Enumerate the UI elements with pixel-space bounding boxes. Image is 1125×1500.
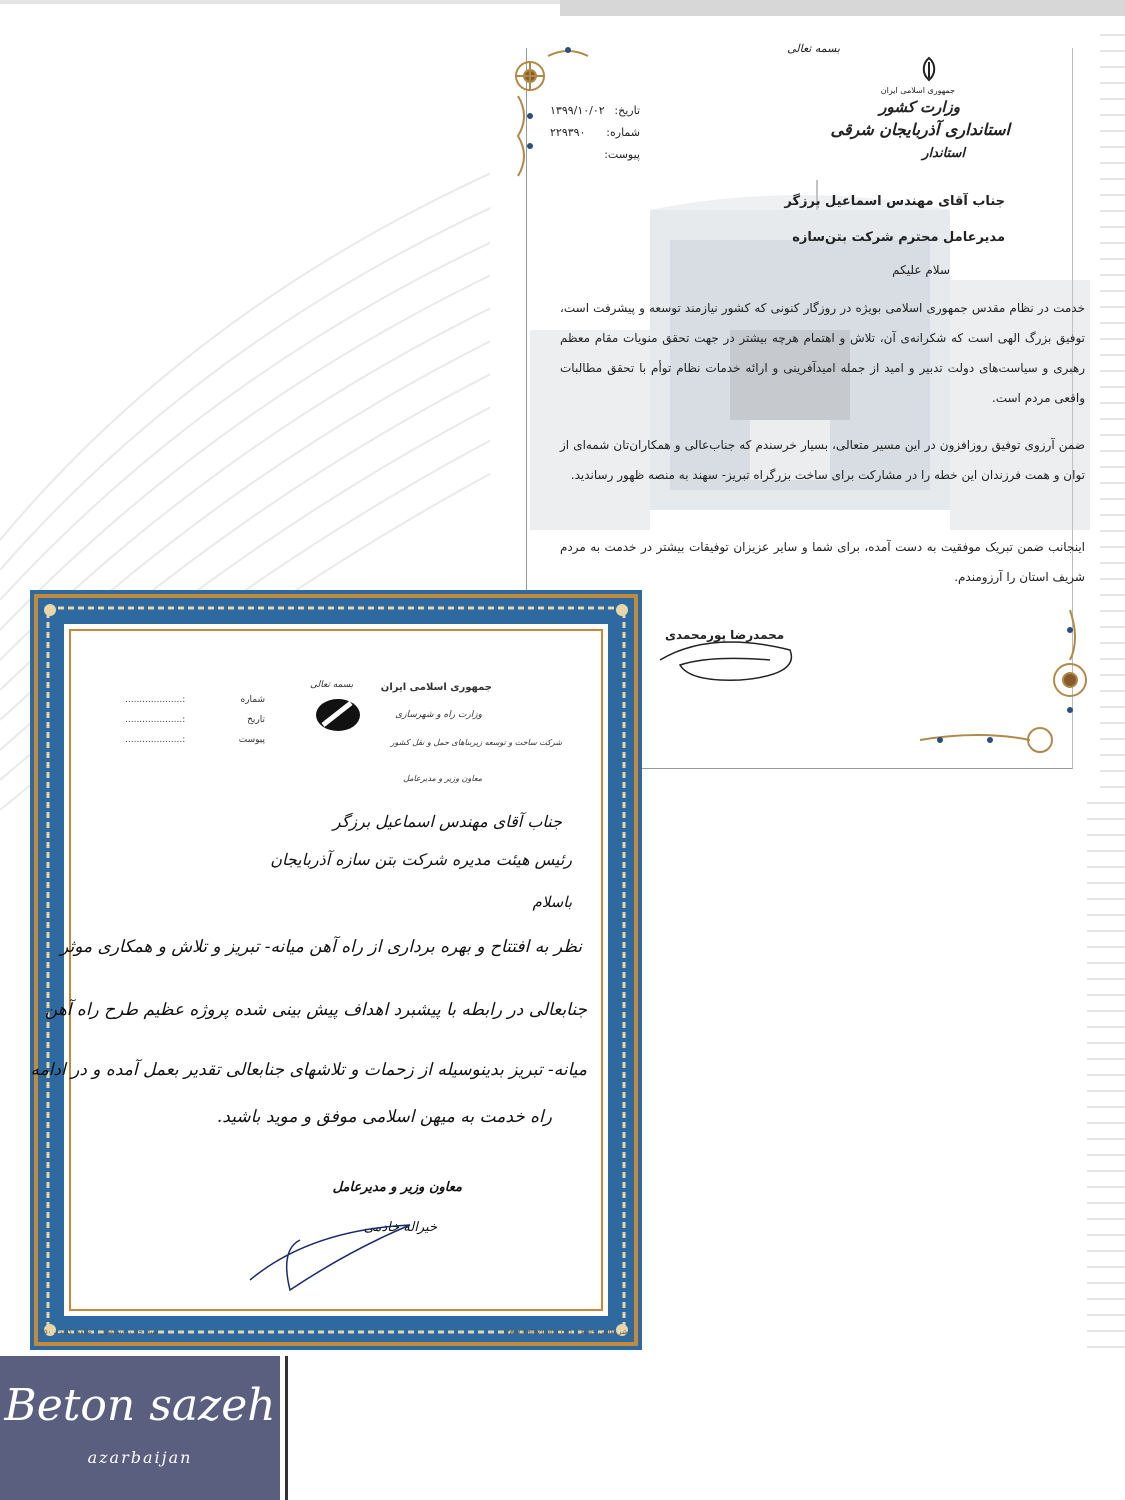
meta-date-row	[125, 710, 265, 730]
printer-footer-left: نسل چاپ، مستطیل ۰ طلقی کشت، ۳۵۰	[40, 1328, 159, 1336]
paragraph-1: خدمت در نظام مقدس جمهوری اسلامی بویژه در روزگار کنونی که کشور نیازمند توسعه و پیشرفت است، توفیق بزرگ الهی است که شکرانه‌ی آن، تلاش و اهتمام هرچه بیشتر در جهت تحقق منویات مقام معظم رهبری و سیاست‌های دولت تدبیر و امید از جمله امیدآفرینی و ارائه خدمات نظام توأم با تحقق مطالبات واقعی مردم است.	[560, 301, 1085, 405]
signature-scribble	[230, 1210, 430, 1300]
meta-number-line: ....................:	[125, 695, 186, 705]
emblem-label: جمهوری اسلامی ایران	[880, 86, 955, 95]
recipient-title: مدیرعامل محترم شرکت بتن‌سازه	[792, 230, 1005, 245]
body-line-4: راه خدمت به میهن اسلامی موفق و موید باشید.	[216, 1107, 552, 1127]
printer-footer-right: www.hafezpub.com ۹ ناشر طلقی حافظ	[503, 1328, 632, 1336]
closing-title: معاون وزیر و مدیرعامل	[332, 1180, 462, 1195]
iran-emblem-icon	[918, 56, 940, 82]
bismillah-note: بسمه تعالی	[787, 42, 840, 55]
meta-date-line: ....................:	[125, 715, 186, 725]
recipient-name: جناب آقای مهندس اسماعیل برزگر	[332, 812, 562, 831]
logo-divider	[285, 1356, 288, 1500]
ministry-certificate	[30, 590, 642, 1350]
attachment-label: پیوست:	[604, 148, 640, 161]
office-name: معاون وزیر و مدیرعامل	[403, 774, 482, 783]
paragraph-3: اینجانب ضمن تبریک موفقیت به دست آمده، برای شما و سایر عزیزان توفیقات بیشتر در خدمت به مردم شریف استان را آرزومندم.	[560, 540, 1085, 584]
meta-attachment-label: پیوست	[238, 735, 265, 745]
date-label: تاریخ:	[614, 104, 640, 117]
company-logo-name: Beton sazeh	[4, 1380, 276, 1431]
company-logo-subtitle: azarbaijan	[87, 1448, 193, 1467]
greeting: سلام علیکم	[892, 263, 950, 277]
signature-scribble	[650, 620, 800, 690]
body-line-1: نظر به افتتاح و بهره برداری از راه آهن میانه- تبریز و تلاش و همکاری موثر	[60, 937, 582, 957]
meta-number-row	[125, 690, 265, 710]
meta-date-label: تاریخ	[247, 715, 265, 725]
signatory-name: محمدرضا پورمحمدی	[665, 628, 785, 642]
paragraph-2: ضمن آرزوی توفیق روزافزون در این مسیر متعالی، بسیار خرسندم که جناب‌عالی و همکاران‌تان شمه‌ای از توان و همت فرزندان این خطه را در مشارکت برای ساخت بزرگراه تبریز- سهند به منصه ظهور رساندید.	[560, 438, 1085, 482]
republic-name: جمهوری اسلامی ایران	[380, 682, 492, 693]
letter-meta-labels	[600, 100, 640, 166]
recipient-name: جناب آقای مهندس اسماعیل برزگر	[784, 194, 1005, 209]
number-value: ۲۲۹۳۹۰	[550, 126, 586, 139]
certificate-meta	[125, 690, 265, 750]
body-line-2: جنابعالی در رابطه با پیشبرد اهداف پیش بینی شده پروژه عظیم طرح راه آهن	[44, 1000, 587, 1020]
company-name: شرکت ساخت و توسعه زیربناهای حمل و نقل کشور	[390, 738, 562, 747]
province-office: استانداری آذربایجان شرقی	[830, 120, 1010, 139]
greeting: باسلام	[532, 893, 572, 911]
role-title: استاندار	[922, 146, 965, 161]
ministry-name: وزارت راه و شهرسازی	[395, 710, 482, 720]
meta-attachment-line: ....................:	[125, 735, 186, 745]
meta-number-label: شماره	[240, 695, 265, 705]
letter-meta-values	[550, 100, 605, 144]
number-label: شماره:	[606, 126, 640, 139]
ornament-bottomright	[900, 600, 1100, 770]
signatory-name: خیراله خادمی	[363, 1220, 437, 1235]
meta-attachment-row	[125, 730, 265, 750]
bismillah-header: بسمه تعالی	[310, 680, 354, 690]
ministry-name: وزارت کشور	[879, 98, 960, 116]
recipient-title: رئیس هیئت مدیره شرکت بتن سازه آذربایجان	[270, 850, 572, 869]
date-value: ۱۳۹۹/۱۰/۰۲	[550, 104, 605, 117]
body-line-3: میانه- تبریز بدینوسیله از زحمات و تلاشهای جنابعالی تقدیر بعمل آمده و در ادامه	[30, 1060, 587, 1080]
ministry-logo-icon	[313, 695, 363, 735]
